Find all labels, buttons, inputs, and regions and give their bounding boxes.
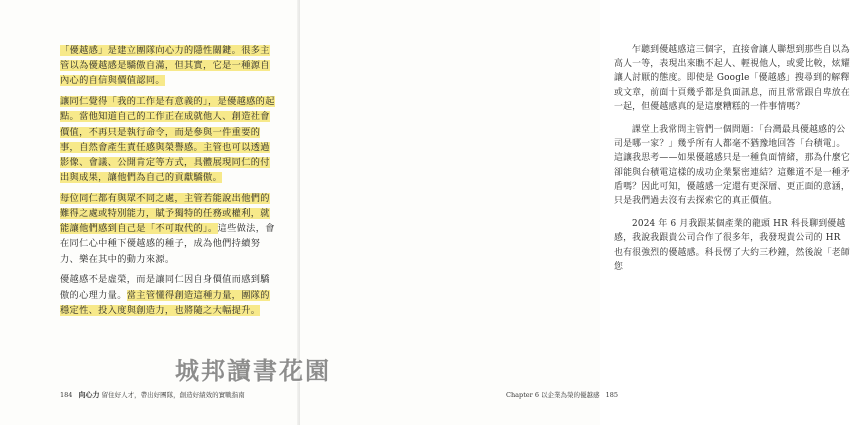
page-number: 185 — [605, 391, 619, 399]
left-page-body — [60, 43, 278, 323]
paragraph — [60, 43, 278, 89]
text-segment: 優越感不是虛榮，而是讓同仁因自身價值而感到驕傲的心理力量。 — [60, 274, 270, 301]
paragraph: 2024 年 6 月我跟某個產業的龍頭 HR 科長聊到優越感，我說我跟貴公司合作了很多年，我發現貴公司的 HR 也有很強烈的優越感。科長愣了大約三秒鐘，然後說「老師您 — [614, 219, 850, 272]
book-subtitle: 留住好人才，帶出好團隊，創造好績效的實戰指南 — [101, 391, 245, 399]
page-number: 184 — [60, 391, 73, 399]
paragraph — [60, 272, 278, 318]
highlighted-text: 讓同仁覺得「我的工作是有意義的」，是優越感的起點。當他知道自己的工作正在成就他人、創造社會價值，不再只是執行命令，而是參與一件重要的事，自然會產生責任感與榮譽感。主管也可以透過影像、會議、公開肯定等方式，具體展現同仁的付出與成果，讓他們為自己的貢獻驕傲。 — [60, 96, 275, 184]
right-page-footer — [506, 390, 622, 399]
text-segment: 這些做法，會在同仁心中種下優越感的種子，成為他們持續努力、樂在其中的動力來源。 — [60, 223, 275, 265]
chapter-label: Chapter 6 — [506, 391, 539, 399]
paragraph: 乍聽到優越感這三個字，直接會讓人聯想到那些自以為高人一等，表現出來瞧不起人、輕視他人，或愛比較，炫耀讓人討厭的態度。即使是 Google「優越感」搜尋到的解釋或文章，前面十頁幾乎都是負面訊息，而且常常跟自卑放在一起，但優越感真的是這麼糟糕的一件事情嗎？ — [614, 45, 850, 112]
right-page — [300, 0, 850, 425]
paragraph: 課堂上我常問主管們一個問題：「台灣最具優越感的公司是哪一家？」幾乎所有人都毫不猶豫地回答「台積電」。這讓我思考——如果優越感只是一種負面情緒，那為什麼它卻能與台積電這樣的成功企業緊密連結？這難道不是一種矛盾嗎？因此可知，優越感一定還有更深層、更正面的意涵，只是我們過去沒有去探索它的真正價值。 — [614, 125, 850, 207]
paragraph — [60, 94, 278, 185]
chapter-title: 以企業為榮的優越感 — [541, 391, 600, 399]
book-title: 向心力 — [78, 390, 100, 399]
highlighted-text: 每位同仁都有與眾不同之處，主管若能說出他們的難得之處或特別能力，賦予獨特的任務或權利，就能讓他們感到自己是「不可取代的」。 — [60, 192, 270, 235]
paragraph — [60, 191, 278, 267]
left-page-footer — [56, 390, 245, 400]
highlighted-text: 「優越感」是建立團隊向心力的隱性關鍵。很多主管以為優越感是驕傲自滿，但其實，它是一種源自內心的自信與價值認同。 — [60, 45, 270, 87]
right-page-body — [614, 43, 850, 283]
highlighted-text: 當主管懂得創造這種力量，團隊的穩定性、投入度與創造力，也將隨之大幅提升。 — [60, 289, 270, 316]
watermark-logo: 城邦讀書花園 — [175, 357, 331, 385]
